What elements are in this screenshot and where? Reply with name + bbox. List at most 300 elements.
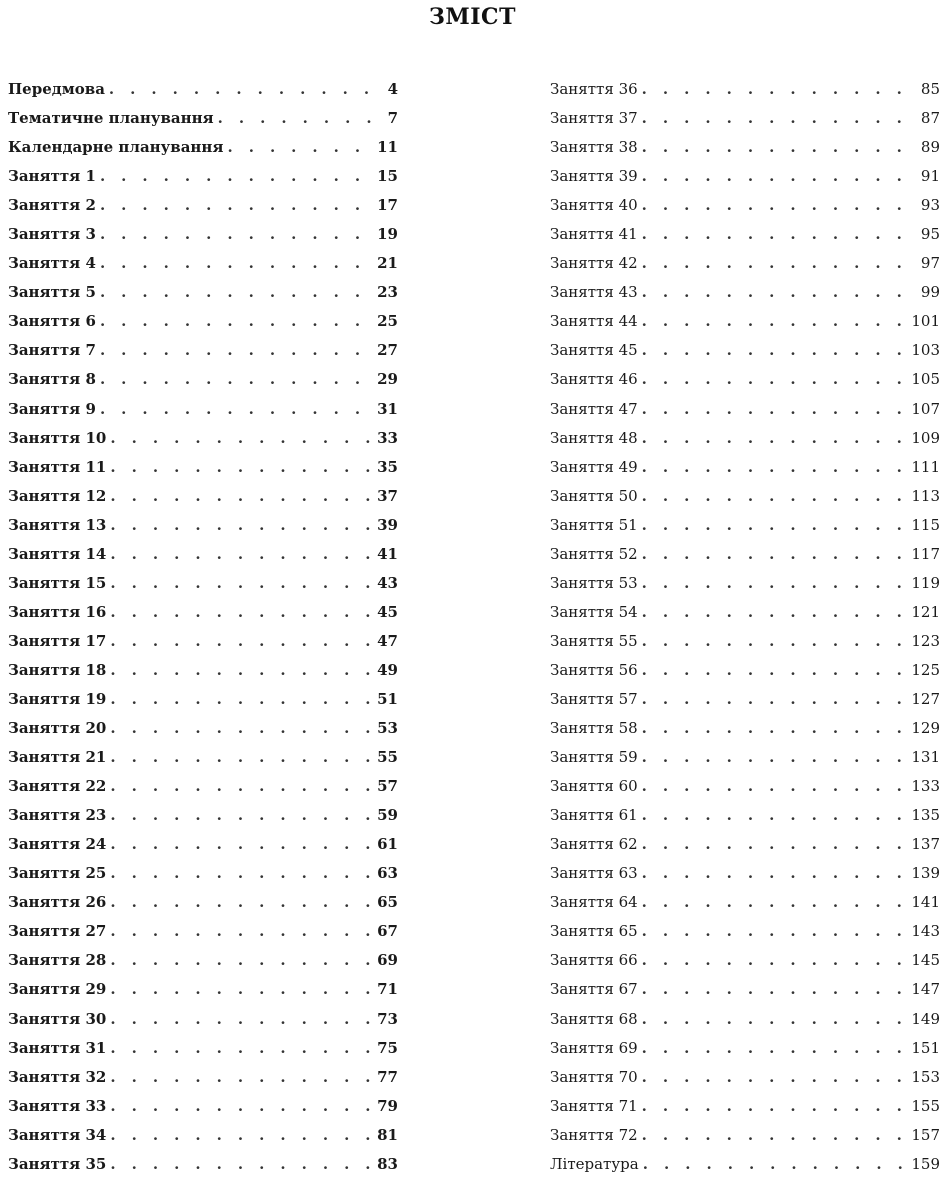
toc-entry-label: Заняття 37 bbox=[550, 109, 638, 128]
toc-entry[interactable] bbox=[8, 830, 398, 859]
toc-entry-page-number: 57 bbox=[377, 777, 398, 796]
toc-entry[interactable] bbox=[8, 336, 398, 365]
toc-entry-label: Заняття 10 bbox=[8, 428, 107, 447]
dot-leader bbox=[642, 1034, 910, 1063]
dot-leader bbox=[642, 1005, 910, 1034]
toc-entry-page-number: 105 bbox=[911, 370, 940, 389]
dot-leader bbox=[642, 249, 919, 278]
toc-entry-page-number: 61 bbox=[377, 835, 398, 854]
toc-entry[interactable] bbox=[550, 888, 940, 917]
toc-entry[interactable] bbox=[8, 859, 398, 888]
dot-leader bbox=[100, 365, 375, 394]
toc-entry[interactable] bbox=[550, 714, 940, 743]
toc-entry-page-number: 47 bbox=[377, 631, 398, 650]
toc-entry[interactable] bbox=[8, 656, 398, 685]
toc-entry-page-number: 33 bbox=[377, 428, 398, 447]
toc-entry-page-number: 135 bbox=[911, 806, 940, 825]
toc-entry-page-number: 31 bbox=[377, 399, 398, 418]
toc-entry-label: Заняття 2 bbox=[8, 196, 96, 215]
toc-entry-label: Заняття 32 bbox=[8, 1067, 107, 1086]
dot-leader bbox=[110, 685, 375, 714]
toc-entry-label: Заняття 6 bbox=[8, 312, 96, 331]
dot-leader bbox=[642, 453, 910, 482]
toc-entry[interactable] bbox=[8, 249, 398, 278]
dot-leader bbox=[642, 220, 919, 249]
toc-entry-label: Заняття 68 bbox=[550, 1009, 638, 1028]
toc-entry-label: Заняття 43 bbox=[550, 283, 638, 302]
toc-entry[interactable] bbox=[8, 888, 398, 917]
toc-entry[interactable] bbox=[550, 191, 940, 220]
dot-leader bbox=[100, 191, 375, 220]
toc-entry-label: Заняття 72 bbox=[550, 1125, 638, 1144]
dot-leader bbox=[642, 946, 910, 975]
toc-entry-page-number: 153 bbox=[911, 1067, 940, 1086]
toc-entry-page-number: 113 bbox=[911, 486, 940, 505]
toc-entry-page-number: 133 bbox=[911, 777, 940, 796]
toc-entry[interactable] bbox=[550, 656, 940, 685]
toc-entry[interactable] bbox=[550, 1063, 940, 1092]
toc-entry-label: Заняття 14 bbox=[8, 544, 107, 563]
toc-entry-page-number: 43 bbox=[377, 573, 398, 592]
toc-entry-label: Заняття 8 bbox=[8, 370, 96, 389]
toc-entry-page-number: 53 bbox=[377, 719, 398, 738]
toc-entry-label: Заняття 58 bbox=[550, 719, 638, 738]
toc-entry-label: Заняття 46 bbox=[550, 370, 638, 389]
dot-leader bbox=[642, 1063, 910, 1092]
toc-entry-page-number: 85 bbox=[920, 80, 940, 98]
toc-entry[interactable] bbox=[8, 1150, 398, 1179]
toc-entry-label: Заняття 31 bbox=[8, 1038, 107, 1057]
toc-entry-label: Заняття 62 bbox=[550, 835, 638, 854]
dot-leader bbox=[110, 714, 375, 743]
toc-entry-page-number: 149 bbox=[911, 1009, 940, 1028]
toc-entry-page-number: 145 bbox=[911, 951, 940, 970]
toc-entry-label: Заняття 23 bbox=[8, 806, 107, 825]
toc-entry[interactable] bbox=[550, 278, 940, 307]
toc-entry[interactable] bbox=[550, 75, 940, 104]
toc-entry-label: Заняття 45 bbox=[550, 341, 638, 360]
dot-leader bbox=[642, 772, 910, 801]
toc-entry-label: Заняття 54 bbox=[550, 602, 638, 621]
toc-entry-label: Заняття 18 bbox=[8, 660, 107, 679]
toc-entry[interactable] bbox=[550, 104, 940, 133]
toc-entry-page-number: 131 bbox=[911, 748, 940, 767]
dot-leader bbox=[642, 685, 910, 714]
toc-entry-page-number: 23 bbox=[377, 283, 398, 302]
toc-entry-page-number: 7 bbox=[387, 109, 398, 128]
toc-entry-page-number: 123 bbox=[911, 631, 940, 650]
toc-entry-page-number: 99 bbox=[920, 283, 940, 302]
dot-leader bbox=[100, 162, 375, 191]
toc-entry-page-number: 35 bbox=[377, 457, 398, 476]
toc-entry-label: Заняття 51 bbox=[550, 515, 638, 534]
toc-entry-label: Заняття 17 bbox=[8, 631, 107, 650]
toc-entry[interactable] bbox=[550, 482, 940, 511]
toc-entry-label: Заняття 5 bbox=[8, 283, 96, 302]
toc-entry-page-number: 83 bbox=[377, 1154, 398, 1173]
dot-leader bbox=[110, 453, 375, 482]
toc-entry-label: Заняття 21 bbox=[8, 748, 107, 767]
dot-leader bbox=[100, 395, 375, 424]
toc-left-column bbox=[8, 75, 398, 1179]
dot-leader bbox=[643, 1150, 910, 1179]
toc-entry-label: Заняття 15 bbox=[8, 573, 107, 592]
toc-entry[interactable] bbox=[8, 220, 398, 249]
dot-leader bbox=[642, 540, 910, 569]
toc-entry[interactable] bbox=[550, 859, 940, 888]
toc-entry-label: Заняття 35 bbox=[8, 1154, 107, 1173]
toc-entry[interactable] bbox=[550, 336, 940, 365]
toc-entry-label: Заняття 11 bbox=[8, 457, 107, 476]
dot-leader bbox=[642, 365, 910, 394]
toc-entry-label: Заняття 41 bbox=[550, 225, 638, 244]
dot-leader bbox=[110, 1005, 375, 1034]
toc-entry-page-number: 51 bbox=[377, 689, 398, 708]
toc-entry[interactable] bbox=[550, 1005, 940, 1034]
toc-entry-page-number: 27 bbox=[377, 341, 398, 360]
toc-entry-label: Заняття 3 bbox=[8, 225, 96, 244]
toc-entry[interactable] bbox=[8, 365, 398, 394]
toc-entry-page-number: 101 bbox=[911, 312, 940, 331]
dot-leader bbox=[642, 1092, 910, 1121]
toc-entry[interactable] bbox=[550, 772, 940, 801]
toc-entry-page-number: 39 bbox=[377, 515, 398, 534]
toc-entry-page-number: 87 bbox=[920, 109, 940, 128]
toc-entry[interactable] bbox=[8, 772, 398, 801]
dot-leader bbox=[642, 888, 910, 917]
toc-entry-label: Заняття 20 bbox=[8, 719, 107, 738]
toc-entry[interactable] bbox=[550, 540, 940, 569]
toc-entry-label: Заняття 66 bbox=[550, 951, 638, 970]
toc-entry-label: Заняття 24 bbox=[8, 835, 107, 854]
toc-entry-page-number: 97 bbox=[920, 254, 940, 273]
toc-entry[interactable] bbox=[550, 1034, 940, 1063]
toc-entry-page-number: 141 bbox=[911, 893, 940, 912]
dot-leader bbox=[100, 307, 375, 336]
toc-entry-page-number: 109 bbox=[911, 428, 940, 447]
toc-entry-label: Заняття 19 bbox=[8, 689, 107, 708]
toc-entry-page-number: 147 bbox=[911, 980, 940, 999]
toc-entry-page-number: 49 bbox=[377, 660, 398, 679]
toc-entry-label: Заняття 27 bbox=[8, 922, 107, 941]
dot-leader bbox=[100, 278, 375, 307]
toc-entry-label: Заняття 57 bbox=[550, 689, 638, 708]
toc-entry[interactable] bbox=[8, 627, 398, 656]
dot-leader bbox=[110, 772, 375, 801]
dot-leader bbox=[110, 975, 375, 1004]
dot-leader bbox=[642, 975, 910, 1004]
toc-entry[interactable] bbox=[8, 1121, 398, 1150]
toc-entry[interactable] bbox=[550, 453, 940, 482]
dot-leader bbox=[110, 1063, 375, 1092]
toc-entry-page-number: 71 bbox=[377, 980, 398, 999]
toc-entry[interactable] bbox=[8, 482, 398, 511]
toc-entry-page-number: 91 bbox=[920, 167, 940, 186]
toc-entry[interactable] bbox=[8, 801, 398, 830]
toc-entry[interactable] bbox=[550, 685, 940, 714]
toc-entry-page-number: 119 bbox=[911, 573, 940, 592]
toc-entry-page-number: 139 bbox=[911, 864, 940, 883]
toc-entry-page-number: 81 bbox=[377, 1125, 398, 1144]
toc-entry-page-number: 117 bbox=[911, 544, 940, 563]
dot-leader bbox=[218, 104, 386, 133]
toc-entry[interactable] bbox=[8, 743, 398, 772]
dot-leader bbox=[110, 656, 375, 685]
toc-entry-label: Заняття 50 bbox=[550, 486, 638, 505]
toc-entry[interactable] bbox=[550, 511, 940, 540]
toc-entry-label: Заняття 69 bbox=[550, 1038, 638, 1057]
dot-leader bbox=[642, 569, 910, 598]
dot-leader bbox=[110, 830, 375, 859]
toc-entry[interactable] bbox=[8, 917, 398, 946]
dot-leader bbox=[642, 598, 910, 627]
toc-entry-page-number: 19 bbox=[377, 225, 398, 244]
toc-entry[interactable] bbox=[550, 627, 940, 656]
dot-leader bbox=[642, 859, 910, 888]
dot-leader bbox=[100, 249, 375, 278]
toc-entry[interactable] bbox=[550, 249, 940, 278]
dot-leader bbox=[110, 801, 375, 830]
toc-entry-label: Заняття 63 bbox=[550, 864, 638, 883]
toc-entry-page-number: 37 bbox=[377, 486, 398, 505]
toc-entry[interactable] bbox=[550, 133, 940, 162]
toc-entry-label: Заняття 9 bbox=[8, 399, 96, 418]
toc-entry[interactable] bbox=[550, 743, 940, 772]
dot-leader bbox=[642, 307, 910, 336]
toc-entry[interactable] bbox=[550, 220, 940, 249]
dot-leader bbox=[642, 133, 919, 162]
toc-entry-label: Заняття 26 bbox=[8, 893, 107, 912]
dot-leader bbox=[642, 336, 910, 365]
dot-leader bbox=[642, 104, 919, 133]
toc-entry[interactable] bbox=[8, 540, 398, 569]
toc-entry-page-number: 45 bbox=[377, 602, 398, 621]
dot-leader bbox=[642, 162, 919, 191]
toc-entry[interactable] bbox=[8, 569, 398, 598]
toc-entry-page-number: 103 bbox=[911, 341, 940, 360]
dot-leader bbox=[110, 743, 375, 772]
toc-entry-label: Заняття 61 bbox=[550, 806, 638, 825]
toc-entry[interactable] bbox=[8, 307, 398, 336]
toc-entry-page-number: 121 bbox=[911, 602, 940, 621]
dot-leader bbox=[110, 424, 375, 453]
dot-leader bbox=[110, 1150, 375, 1179]
toc-entry[interactable] bbox=[8, 714, 398, 743]
toc-entry-label: Заняття 55 bbox=[550, 631, 638, 650]
toc-entry[interactable] bbox=[550, 162, 940, 191]
dot-leader bbox=[642, 191, 919, 220]
toc-entry-page-number: 63 bbox=[377, 864, 398, 883]
toc-entry-label: Заняття 39 bbox=[550, 167, 638, 186]
toc-entry-page-number: 95 bbox=[920, 225, 940, 244]
toc-entry-label: Заняття 56 bbox=[550, 660, 638, 679]
dot-leader bbox=[110, 946, 375, 975]
toc-entry-page-number: 93 bbox=[920, 196, 940, 215]
toc-entry-page-number: 151 bbox=[911, 1038, 940, 1057]
toc-entry-label: Заняття 16 bbox=[8, 602, 107, 621]
toc-entry[interactable] bbox=[8, 162, 398, 191]
toc-entry[interactable] bbox=[8, 104, 398, 133]
toc-entry[interactable] bbox=[8, 511, 398, 540]
toc-entry-page-number: 75 bbox=[377, 1038, 398, 1057]
dot-leader bbox=[642, 511, 910, 540]
toc-entry-label: Заняття 38 bbox=[550, 138, 638, 157]
toc-entry-page-number: 15 bbox=[377, 167, 398, 186]
dot-leader bbox=[109, 75, 386, 104]
toc-entry-page-number: 127 bbox=[911, 689, 940, 708]
toc-entry-page-number: 137 bbox=[911, 835, 940, 854]
toc-entry[interactable] bbox=[8, 75, 398, 104]
toc-entry-label: Заняття 65 bbox=[550, 922, 638, 941]
page-title: ЗМІСТ bbox=[429, 4, 516, 30]
toc-entry-page-number: 115 bbox=[911, 515, 940, 534]
toc-entry[interactable] bbox=[8, 1034, 398, 1063]
toc-entry-label: Заняття 71 bbox=[550, 1096, 638, 1115]
toc-entry-page-number: 65 bbox=[377, 893, 398, 912]
toc-entry[interactable] bbox=[8, 598, 398, 627]
toc-entry[interactable] bbox=[550, 365, 940, 394]
toc-entry[interactable] bbox=[550, 598, 940, 627]
toc-entry-page-number: 69 bbox=[377, 951, 398, 970]
toc-entry-label: Заняття 34 bbox=[8, 1125, 107, 1144]
toc-entry[interactable] bbox=[8, 191, 398, 220]
toc-entry[interactable] bbox=[8, 278, 398, 307]
toc-entry-label: Заняття 53 bbox=[550, 573, 638, 592]
dot-leader bbox=[110, 511, 375, 540]
dot-leader bbox=[642, 278, 919, 307]
toc-entry[interactable] bbox=[550, 975, 940, 1004]
toc-entry[interactable] bbox=[8, 1092, 398, 1121]
toc-entry-label: Заняття 48 bbox=[550, 428, 638, 447]
toc-entry[interactable] bbox=[550, 1150, 940, 1179]
toc-entry-label: Заняття 40 bbox=[550, 196, 638, 215]
dot-leader bbox=[110, 1034, 375, 1063]
dot-leader bbox=[642, 424, 910, 453]
dot-leader bbox=[227, 133, 375, 162]
toc-entry-label: Заняття 33 bbox=[8, 1096, 107, 1115]
dot-leader bbox=[110, 1092, 375, 1121]
toc-entry[interactable] bbox=[550, 946, 940, 975]
toc-entry[interactable] bbox=[550, 395, 940, 424]
toc-entry-label: Заняття 67 bbox=[550, 980, 638, 999]
toc-entry-label: Заняття 52 bbox=[550, 544, 638, 563]
toc-entry-label: Заняття 47 bbox=[550, 399, 638, 418]
toc-entry-label: Заняття 25 bbox=[8, 864, 107, 883]
dot-leader bbox=[642, 917, 910, 946]
toc-entry-page-number: 67 bbox=[377, 922, 398, 941]
toc-entry[interactable] bbox=[550, 830, 940, 859]
toc-entry-page-number: 89 bbox=[920, 138, 940, 157]
toc-entry-label: Заняття 29 bbox=[8, 980, 107, 999]
dot-leader bbox=[110, 482, 375, 511]
toc-entry[interactable] bbox=[550, 1121, 940, 1150]
toc-entry[interactable] bbox=[550, 569, 940, 598]
toc-entry-page-number: 41 bbox=[377, 544, 398, 563]
toc-entry-label: Заняття 1 bbox=[8, 167, 96, 186]
toc-entry-label: Заняття 60 bbox=[550, 777, 638, 796]
toc-entry[interactable] bbox=[8, 395, 398, 424]
toc-entry[interactable] bbox=[550, 307, 940, 336]
toc-entry-page-number: 107 bbox=[911, 399, 940, 418]
toc-entry-label: Тематичне планування bbox=[8, 109, 214, 128]
toc-entry-label: Заняття 22 bbox=[8, 777, 107, 796]
toc-entry-label: Календарне планування bbox=[8, 138, 224, 157]
dot-leader bbox=[100, 220, 375, 249]
toc-entry-page-number: 73 bbox=[377, 1009, 398, 1028]
toc-entry[interactable] bbox=[8, 1063, 398, 1092]
toc-entry-page-number: 17 bbox=[377, 196, 398, 215]
toc-entry-label: Заняття 4 bbox=[8, 254, 96, 273]
toc-entry-label: Заняття 70 bbox=[550, 1067, 638, 1086]
toc-entry[interactable] bbox=[8, 424, 398, 453]
toc-entry-page-number: 59 bbox=[377, 806, 398, 825]
dot-leader bbox=[110, 888, 375, 917]
dot-leader bbox=[110, 627, 375, 656]
dot-leader bbox=[642, 743, 910, 772]
dot-leader bbox=[642, 714, 910, 743]
dot-leader bbox=[110, 598, 375, 627]
toc-entry-page-number: 11 bbox=[377, 138, 398, 157]
toc-entry[interactable] bbox=[8, 133, 398, 162]
toc-entry-label: Передмова bbox=[8, 80, 105, 98]
toc-entry-page-number: 21 bbox=[377, 254, 398, 273]
dot-leader bbox=[642, 1121, 910, 1150]
toc-entry-label: Література bbox=[550, 1154, 639, 1173]
dot-leader bbox=[110, 917, 375, 946]
dot-leader bbox=[642, 75, 919, 104]
dot-leader bbox=[100, 336, 375, 365]
toc-entry[interactable] bbox=[8, 685, 398, 714]
toc-entry[interactable] bbox=[550, 917, 940, 946]
toc-entry-page-number: 79 bbox=[377, 1096, 398, 1115]
toc-entry-page-number: 25 bbox=[377, 312, 398, 331]
toc-entry-page-number: 4 bbox=[387, 80, 398, 98]
toc-entry-label: Заняття 36 bbox=[550, 80, 638, 98]
toc-entry-label: Заняття 12 bbox=[8, 486, 107, 505]
toc-entry-page-number: 157 bbox=[911, 1125, 940, 1144]
toc-entry-page-number: 125 bbox=[911, 660, 940, 679]
toc-entry-label: Заняття 28 bbox=[8, 951, 107, 970]
toc-entry-page-number: 143 bbox=[911, 922, 940, 941]
dot-leader bbox=[110, 540, 375, 569]
toc-entry-label: Заняття 44 bbox=[550, 312, 638, 331]
dot-leader bbox=[642, 830, 910, 859]
dot-leader bbox=[642, 627, 910, 656]
toc-entry-page-number: 77 bbox=[377, 1067, 398, 1086]
toc-entry[interactable] bbox=[550, 424, 940, 453]
dot-leader bbox=[642, 656, 910, 685]
toc-entry[interactable] bbox=[8, 946, 398, 975]
dot-leader bbox=[642, 395, 910, 424]
dot-leader bbox=[110, 859, 375, 888]
dot-leader bbox=[642, 482, 910, 511]
toc-entry[interactable] bbox=[8, 453, 398, 482]
toc-entry[interactable] bbox=[8, 975, 398, 1004]
toc-entry[interactable] bbox=[550, 801, 940, 830]
toc-entry-page-number: 111 bbox=[911, 457, 940, 476]
toc-entry[interactable] bbox=[8, 1005, 398, 1034]
toc-entry-label: Заняття 13 bbox=[8, 515, 107, 534]
toc-entry-label: Заняття 64 bbox=[550, 893, 638, 912]
dot-leader bbox=[110, 1121, 375, 1150]
toc-entry[interactable] bbox=[550, 1092, 940, 1121]
toc-entry-page-number: 159 bbox=[911, 1154, 940, 1173]
toc-entry-page-number: 155 bbox=[911, 1096, 940, 1115]
dot-leader bbox=[642, 801, 910, 830]
toc-entry-page-number: 129 bbox=[911, 719, 940, 738]
toc-entry-label: Заняття 59 bbox=[550, 748, 638, 767]
toc-entry-page-number: 29 bbox=[377, 370, 398, 389]
